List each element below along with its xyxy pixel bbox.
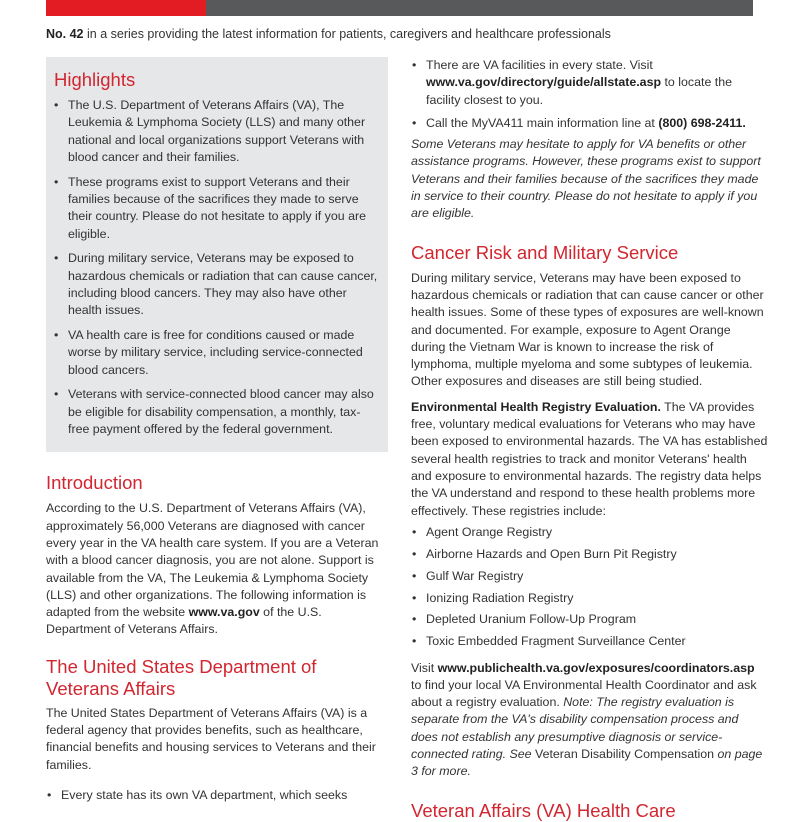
phone-text: Call the MyVA411 main information line at — [426, 115, 659, 130]
highlights-box — [46, 57, 388, 452]
introduction-heading: Introduction — [46, 472, 143, 494]
usdva-heading: The United States Department of Veterans Affairs — [46, 655, 317, 699]
series-number: No. 42 — [46, 27, 84, 41]
visit-text-end: to find your local VA Environmental Health Coordinator and ask about a registry evaluation. — [411, 677, 757, 710]
facilities-text-end: to locate the facility closest to you. — [426, 75, 732, 107]
registry-item: • Depleted Uranium Follow-Up Program — [411, 611, 768, 628]
registry-list — [411, 524, 768, 651]
highlight-item: • The U.S. Department of Veterans Affairs (VA), The Leukemia & Lymphoma Society (LLS) and many other national and local organizations support Veterans with blood cancer and their families. — [54, 97, 378, 167]
disability-reference: Veteran Disability Compensation — [535, 747, 715, 762]
va-health-care-heading: Veteran Affairs (VA) Health Care — [411, 799, 676, 821]
usdva-list — [46, 787, 388, 804]
registry-item: • Gulf War Registry — [411, 568, 768, 585]
registry-item: • Agent Orange Registry — [411, 524, 768, 541]
encouragement-note: Some Veterans may hesitate to apply for VA benefits or other assistance programs. However, these programs exist to support Veterans and their families because of the sacrifices they made in service to their country. Please do not hesitate to apply if you are eligible. — [411, 137, 761, 221]
visit-paragraph — [411, 660, 768, 781]
registry-item: • Ionizing Radiation Registry — [411, 590, 768, 607]
introduction-body-end: of the U.S. Department of Veterans Affairs. — [46, 605, 322, 637]
facilities-bullet — [411, 57, 768, 109]
usdva-bullet: • Every state has its own VA department, which seeks — [46, 787, 388, 804]
highlight-item: • During military service, Veterans may be exposed to hazardous chemicals or radiation that can cause cancer, including blood cancers. They may also have other health issues. — [54, 250, 378, 320]
registry-item: • Toxic Embedded Fragment Surveillance Center — [411, 633, 768, 650]
phone-number[interactable]: (800) 698-2411. — [658, 115, 746, 130]
highlight-item: • These programs exist to support Veterans and their families because of the sacrifices they made to serve their country. Please do not hesitate to apply if you are eligible. — [54, 174, 378, 244]
series-line — [46, 27, 611, 41]
cancer-risk-heading: Cancer Risk and Military Service — [411, 241, 679, 263]
highlights-list — [54, 97, 378, 438]
facilities-link[interactable]: www.va.gov/directory/guide/allstate.asp — [426, 75, 662, 90]
right-column — [411, 57, 768, 822]
coordinators-link[interactable]: www.publichealth.va.gov/exposures/coordinators.asp — [437, 660, 755, 675]
registry-note: Note: The registry evaluation is separate from the VA's disability compensation process and does not establish any presumptive diagnosis or service-connected rating. See — [411, 695, 739, 762]
visit-text: Visit — [411, 660, 438, 675]
resources-list — [411, 57, 768, 132]
top-banner-bar — [46, 0, 753, 16]
ehr-text: The VA provides free, voluntary medical evaluations for Veterans who may have been exposed to environmental hazards. The VA has established several health registries to track and monitor Veterans' health and exposure to environmental hazards. The registry data helps the VA understand and respond to these health problems more effectively. These registries include: — [411, 399, 768, 518]
highlight-item: • Veterans with service-connected blood cancer may also be eligible for disability compensation, a monthly, tax-free payment offered by the federal government. — [54, 386, 378, 438]
registry-item: • Airborne Hazards and Open Burn Pit Registry — [411, 546, 768, 563]
highlight-item: • VA health care is free for conditions caused or made worse by military service, including service-connected blood cancers. — [54, 327, 378, 379]
left-column — [46, 57, 388, 804]
usdva-text: The United States Department of Veterans Affairs (VA) is a federal agency that provides benefits, such as healthcare, financial benefits and housing services to Veterans and their families. — [46, 705, 376, 772]
introduction-text — [46, 500, 388, 638]
ehr-paragraph — [411, 399, 768, 520]
series-text: in a series providing the latest information for patients, caregivers and healthcare professionals — [83, 27, 611, 41]
registry-note-end: on page 3 for more. — [411, 747, 763, 779]
phone-bullet — [411, 115, 768, 132]
ehr-lead: Environmental Health Registry Evaluation. — [411, 399, 661, 414]
top-banner-accent — [46, 0, 206, 16]
facilities-text: There are VA facilities in every state. Visit — [426, 58, 653, 72]
introduction-body: According to the U.S. Department of Veterans Affairs (VA), approximately 56,000 Veterans are diagnosed with cancer every year in the VA health care system. If you are a Veteran with a blood cancer diagnosis, you are not alone. Support is available from the VA, The Leukemia & Lymphoma Society (LLS) and other organizations. The following information is adapted from the website — [46, 501, 379, 620]
highlights-title: Highlights — [54, 69, 136, 90]
va-link[interactable]: www.va.gov — [188, 605, 260, 620]
cancer-risk-text: During military service, Veterans may have been exposed to hazardous chemicals or radiation that can cause cancer or other health issues. Some of these types of exposures are well-known and documented. For example, exposure to Agent Orange during the Vietnam War is known to increase the risk of lymphoma, multiple myeloma and some subtypes of leukemia. Other exposures and diseases are still being studied. — [411, 270, 764, 389]
